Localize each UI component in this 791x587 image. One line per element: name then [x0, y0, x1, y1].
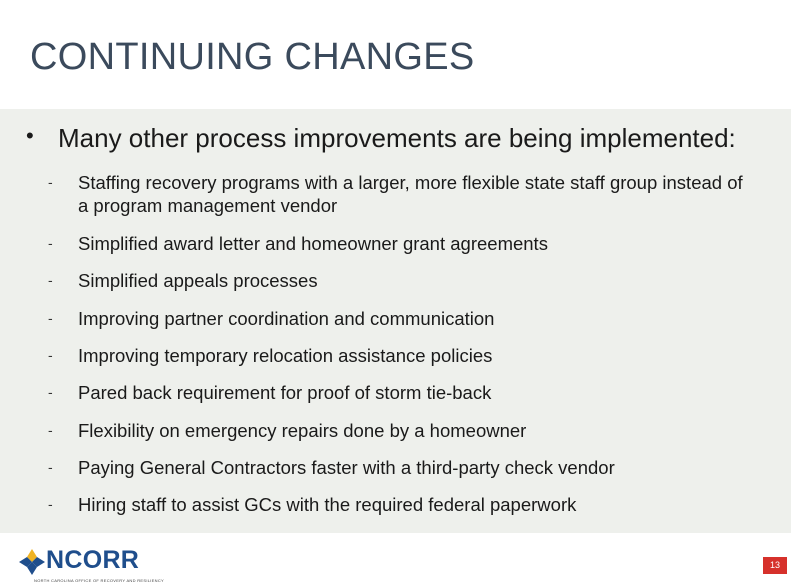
- dash-marker: -: [48, 347, 53, 363]
- dash-marker: -: [48, 496, 53, 512]
- dash-marker: -: [48, 235, 53, 251]
- list-item-text: Improving partner coordination and communication: [78, 308, 495, 329]
- list-item-text: Simplified appeals processes: [78, 270, 318, 291]
- list-item-text: Improving temporary relocation assistance policies: [78, 345, 493, 366]
- logo-text: NCORR: [46, 546, 140, 574]
- dash-marker: -: [48, 384, 53, 400]
- slide-title: CONTINUING CHANGES: [30, 36, 475, 78]
- logo-subtitle: NORTH CAROLINA OFFICE OF RECOVERY AND RESILIENCY: [34, 578, 164, 583]
- diamond-logo-icon: [18, 548, 46, 576]
- dash-marker: -: [48, 422, 53, 438]
- content-panel: [0, 109, 791, 533]
- bullet-dot: •: [26, 123, 34, 148]
- list-item-text: Flexibility on emergency repairs done by a homeowner: [78, 420, 527, 441]
- list-item-text: Pared back requirement for proof of storm tie-back: [78, 382, 492, 403]
- dash-marker: -: [48, 174, 53, 190]
- list-item-text: Simplified award letter and homeowner grant agreements: [78, 233, 548, 254]
- lead-text: Many other process improvements are being implemented:: [58, 123, 736, 153]
- dash-marker: -: [48, 459, 53, 475]
- list-item-text: Paying General Contractors faster with a third-party check vendor: [78, 457, 615, 478]
- dash-marker: -: [48, 272, 53, 288]
- page-number-badge: 13: [763, 557, 787, 574]
- list-item-text: Staffing recovery programs with a larger, more flexible state staff group instead of a program management vendor: [78, 172, 743, 216]
- list-item-text: Hiring staff to assist GCs with the required federal paperwork: [78, 494, 577, 515]
- dash-marker: -: [48, 310, 53, 326]
